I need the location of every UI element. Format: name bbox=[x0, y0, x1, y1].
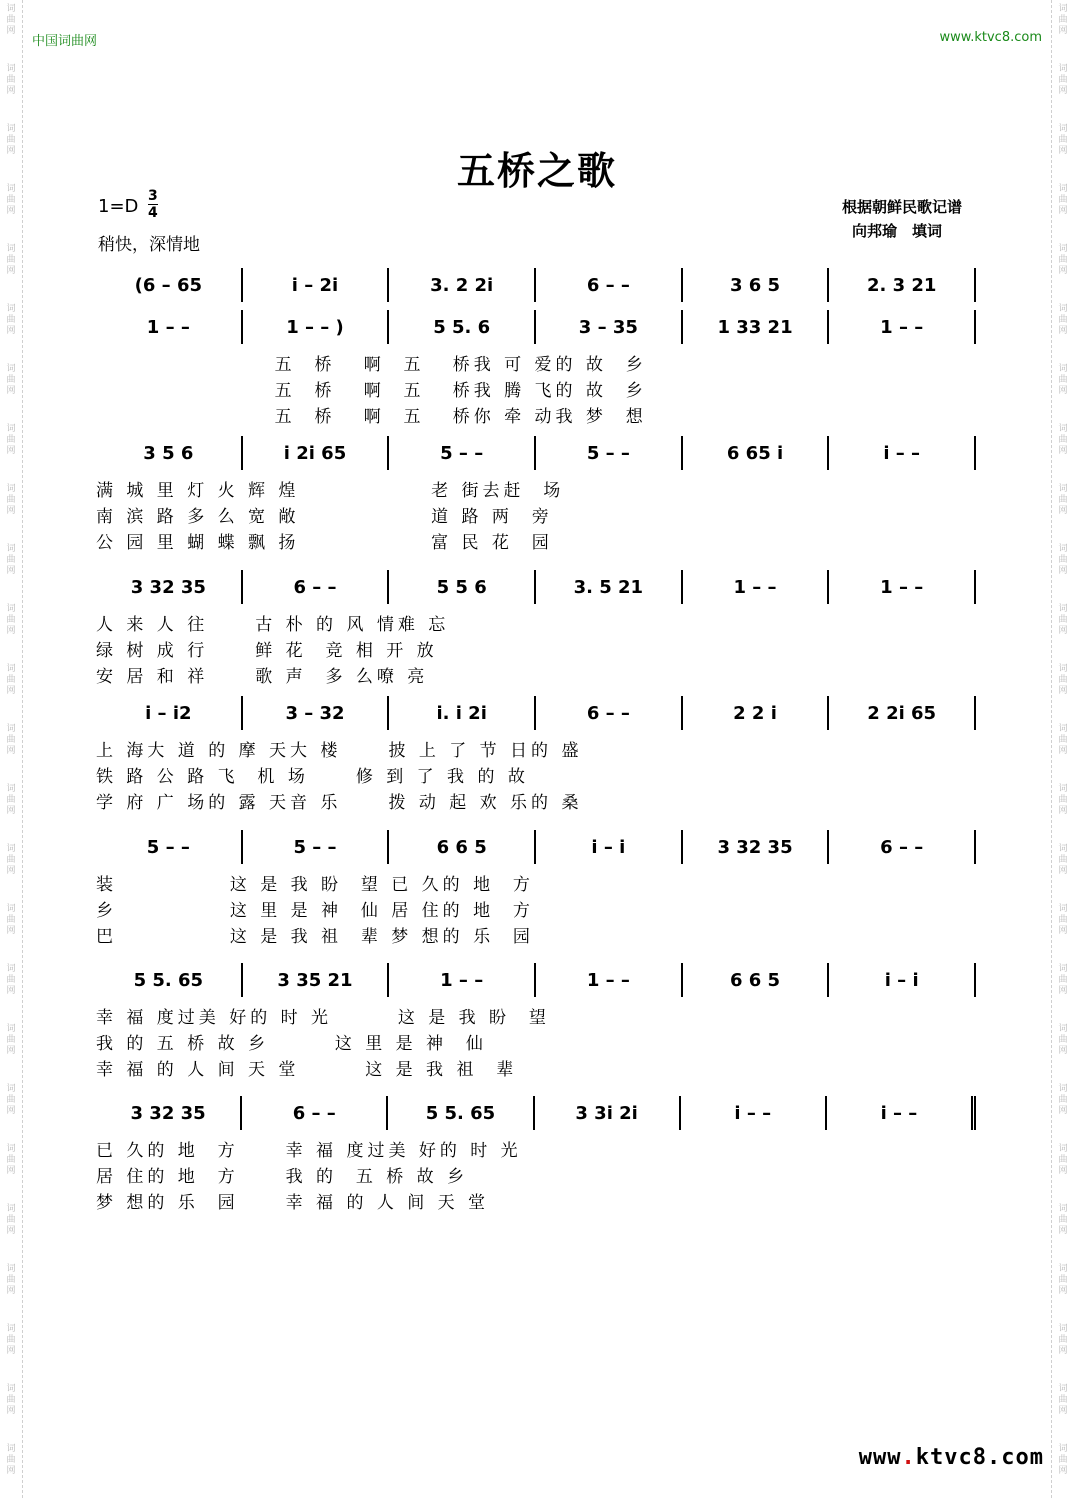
measure: 6 6 5 bbox=[683, 963, 830, 997]
measure: 3. 2 2i bbox=[389, 268, 536, 302]
margin-watermark: 词 曲 网 bbox=[6, 724, 16, 756]
margin-watermark: 词 曲 网 bbox=[1058, 1384, 1068, 1416]
score-system bbox=[96, 830, 976, 948]
margin-watermark: 词 曲 网 bbox=[1058, 1444, 1068, 1476]
margin-watermark: 词 曲 网 bbox=[1058, 424, 1068, 456]
measure: 5 5. 6 bbox=[389, 310, 536, 344]
lyric-line: 我 的 五 桥 故 乡 这 里 是 神 仙 bbox=[96, 1034, 487, 1054]
lyric-line: 公 园 里 蝴 蝶 飘 扬 富 民 花 园 bbox=[96, 533, 553, 553]
left-margin-strip bbox=[0, 0, 23, 1498]
score-system bbox=[96, 963, 976, 1081]
margin-watermark: 词 曲 网 bbox=[6, 1444, 16, 1476]
lyric-line: 南 滨 路 多 么 宽 敞 道 路 两 旁 bbox=[96, 507, 553, 527]
margin-watermark: 词 曲 网 bbox=[6, 1264, 16, 1296]
margin-watermark: 词 曲 网 bbox=[6, 244, 16, 276]
margin-watermark: 词 曲 网 bbox=[1058, 304, 1068, 336]
measure: i – 2i bbox=[243, 268, 390, 302]
measure: 3 3i 2i bbox=[535, 1096, 681, 1130]
measure: 1 – – bbox=[536, 963, 683, 997]
lyric-line: 幸 福 度过美 好的 时 光 这 是 我 盼 望 bbox=[96, 1008, 550, 1028]
lyric-line: 幸 福 的 人 间 天 堂 这 是 我 祖 辈 bbox=[96, 1060, 518, 1080]
score-system bbox=[96, 436, 976, 554]
tempo-marking: 稍快，深情地 bbox=[98, 235, 200, 255]
margin-watermark: 词 曲 网 bbox=[6, 1204, 16, 1236]
measure: 1 – – bbox=[389, 963, 536, 997]
measure: 3 32 35 bbox=[683, 830, 830, 864]
measure: 3 6 5 bbox=[683, 268, 830, 302]
measure: i. i 2i bbox=[389, 696, 536, 730]
site-name-left[interactable]: 中国词曲网 bbox=[32, 34, 98, 49]
margin-watermark: 词 曲 网 bbox=[1058, 964, 1068, 996]
margin-watermark: 词 曲 网 bbox=[1058, 1324, 1068, 1356]
margin-watermark: 词 曲 网 bbox=[1058, 484, 1068, 516]
margin-watermark: 词 曲 网 bbox=[6, 1324, 16, 1356]
margin-watermark: 词 曲 网 bbox=[6, 1024, 16, 1056]
score-system bbox=[96, 268, 976, 302]
measure: 6 65 i bbox=[683, 436, 830, 470]
lyric-line: 绿 树 成 行 鲜 花 竞 相 开 放 bbox=[96, 641, 438, 661]
measure: 5 – – bbox=[536, 436, 683, 470]
margin-watermark: 词 曲 网 bbox=[1058, 664, 1068, 696]
lyric-line: 人 来 人 往 古 朴 的 风 情难 忘 bbox=[96, 615, 450, 635]
measure: i – i bbox=[829, 963, 976, 997]
measure: i – – bbox=[681, 1096, 827, 1130]
lyric-line: 巴 这 是 我 祖 辈 梦 想的 乐 园 bbox=[96, 927, 534, 947]
measure: i – – bbox=[829, 436, 976, 470]
measure: 6 – – bbox=[536, 696, 683, 730]
margin-watermark: 词 曲 网 bbox=[1058, 1144, 1068, 1176]
margin-watermark: 词 曲 网 bbox=[6, 424, 16, 456]
lyric-line: 已 久的 地 方 幸 福 度过美 好的 时 光 bbox=[96, 1141, 522, 1161]
margin-watermark: 词 曲 网 bbox=[1058, 604, 1068, 636]
margin-watermark: 词 曲 网 bbox=[1058, 724, 1068, 756]
measure: i – i bbox=[536, 830, 683, 864]
margin-watermark: 词 曲 网 bbox=[6, 184, 16, 216]
measure: 5 5 6 bbox=[389, 570, 536, 604]
footer-logo bbox=[859, 1445, 1044, 1470]
margin-watermark: 词 曲 网 bbox=[1058, 1264, 1068, 1296]
meter-bottom: 4 bbox=[148, 205, 158, 221]
score-system bbox=[96, 570, 976, 688]
right-margin-strip bbox=[1051, 0, 1074, 1498]
margin-watermark: 词 曲 网 bbox=[6, 4, 16, 36]
margin-watermark: 词 曲 网 bbox=[6, 364, 16, 396]
margin-watermark: 词 曲 网 bbox=[6, 664, 16, 696]
time-signature bbox=[148, 188, 158, 221]
notes-row bbox=[96, 696, 976, 730]
margin-watermark: 词 曲 网 bbox=[1058, 1024, 1068, 1056]
lyric-line: 满 城 里 灯 火 辉 煌 老 街去赶 场 bbox=[96, 481, 565, 501]
score-system bbox=[96, 696, 976, 814]
measure: i – i2 bbox=[96, 696, 243, 730]
notes-row bbox=[96, 963, 976, 997]
notes-row bbox=[96, 830, 976, 864]
notes-row bbox=[96, 1096, 976, 1130]
measure: 6 – – bbox=[829, 830, 976, 864]
score-system bbox=[96, 1096, 976, 1214]
margin-watermark: 词 曲 网 bbox=[1058, 1084, 1068, 1116]
margin-watermark: 词 曲 网 bbox=[1058, 1204, 1068, 1236]
measure: 3 – 35 bbox=[536, 310, 683, 344]
measure: 2 2 i bbox=[683, 696, 830, 730]
measure: 1 – – bbox=[829, 570, 976, 604]
lyric-line: 居 住的 地 方 我 的 五 桥 故 乡 bbox=[96, 1167, 469, 1187]
measure: 3 – 32 bbox=[243, 696, 390, 730]
footer-logo-post: ktvc8.com bbox=[915, 1445, 1044, 1470]
measure: 1 – – ) bbox=[243, 310, 390, 344]
margin-watermark: 词 曲 网 bbox=[1058, 784, 1068, 816]
measure: 5 – – bbox=[389, 436, 536, 470]
margin-watermark: 词 曲 网 bbox=[6, 1384, 16, 1416]
measure: 3 5 6 bbox=[96, 436, 243, 470]
margin-watermark: 词 曲 网 bbox=[6, 484, 16, 516]
key-signature: 1=D bbox=[98, 196, 139, 217]
lyric-line: 铁 路 公 路 飞 机 场 修 到 了 我 的 故 bbox=[96, 767, 529, 787]
measure: 2. 3 21 bbox=[829, 268, 976, 302]
notes-row bbox=[96, 570, 976, 604]
margin-watermark: 词 曲 网 bbox=[6, 124, 16, 156]
margin-watermark: 词 曲 网 bbox=[1058, 124, 1068, 156]
lyric-line: 上 海大 道 的 摩 天大 楼 披 上 了 节 日的 盛 bbox=[96, 741, 583, 761]
measure: 3. 5 21 bbox=[536, 570, 683, 604]
measure: 3 35 21 bbox=[243, 963, 390, 997]
margin-watermark: 词 曲 网 bbox=[6, 964, 16, 996]
margin-watermark: 词 曲 网 bbox=[1058, 904, 1068, 936]
meter-top: 3 bbox=[148, 188, 158, 204]
margin-watermark: 词 曲 网 bbox=[6, 784, 16, 816]
margin-watermark: 词 曲 网 bbox=[6, 64, 16, 96]
measure: 3 32 35 bbox=[96, 570, 243, 604]
measure: 6 6 5 bbox=[389, 830, 536, 864]
measure: 1 – – bbox=[96, 310, 243, 344]
lyric-line: 五 桥 啊 五 桥你 牵 动我 梦 想 bbox=[96, 407, 647, 427]
margin-watermark: 词 曲 网 bbox=[1058, 4, 1068, 36]
margin-watermark: 词 曲 网 bbox=[1058, 64, 1068, 96]
score-system bbox=[96, 310, 976, 428]
measure: 6 – – bbox=[243, 570, 390, 604]
measure: i 2i 65 bbox=[243, 436, 390, 470]
lyric-line: 安 居 和 祥 歌 声 多 么嘹 亮 bbox=[96, 667, 429, 687]
lyric-line: 梦 想的 乐 园 幸 福 的 人 间 天 堂 bbox=[96, 1193, 490, 1213]
margin-watermark: 词 曲 网 bbox=[1058, 844, 1068, 876]
margin-watermark: 词 曲 网 bbox=[6, 1144, 16, 1176]
measure: 5 5. 65 bbox=[96, 963, 243, 997]
measure: 6 – – bbox=[242, 1096, 388, 1130]
margin-watermark: 词 曲 网 bbox=[6, 544, 16, 576]
margin-watermark: 词 曲 网 bbox=[1058, 544, 1068, 576]
measure: 1 33 21 bbox=[683, 310, 830, 344]
margin-watermark: 词 曲 网 bbox=[6, 904, 16, 936]
measure: 5 5. 65 bbox=[388, 1096, 534, 1130]
margin-watermark: 词 曲 网 bbox=[6, 604, 16, 636]
song-title: 五桥之歌 bbox=[456, 148, 617, 193]
measure: 1 – – bbox=[683, 570, 830, 604]
credit-lyricist: 向邦瑜 填词 bbox=[852, 222, 943, 240]
notes-row bbox=[96, 436, 976, 470]
measure: 5 – – bbox=[243, 830, 390, 864]
lyric-line: 学 府 广 场的 露 天音 乐 拨 动 起 欢 乐的 桑 bbox=[96, 793, 583, 813]
margin-watermark: 词 曲 网 bbox=[6, 844, 16, 876]
measure: 3 32 35 bbox=[96, 1096, 242, 1130]
lyric-line: 五 桥 啊 五 桥我 腾 飞的 故 乡 bbox=[96, 381, 647, 401]
measure: 6 – – bbox=[536, 268, 683, 302]
measure: 5 – – bbox=[96, 830, 243, 864]
lyric-line: 五 桥 啊 五 桥我 可 爱的 故 乡 bbox=[96, 355, 647, 375]
notes-row bbox=[96, 268, 976, 302]
footer-logo-pre: www bbox=[858, 1445, 902, 1470]
site-url-right[interactable]: www.ktvc8.com bbox=[939, 30, 1042, 45]
measure: 2 2i 65 bbox=[829, 696, 976, 730]
measure: 1 – – bbox=[829, 310, 976, 344]
notes-row bbox=[96, 310, 976, 344]
margin-watermark: 词 曲 网 bbox=[6, 304, 16, 336]
margin-watermark: 词 曲 网 bbox=[1058, 184, 1068, 216]
lyric-line: 装 这 是 我 盼 望 已 久的 地 方 bbox=[96, 875, 534, 895]
footer-logo-dot: . bbox=[901, 1445, 916, 1470]
margin-watermark: 词 曲 网 bbox=[1058, 364, 1068, 396]
margin-watermark: 词 曲 网 bbox=[6, 1084, 16, 1116]
margin-watermark: 词 曲 网 bbox=[1058, 244, 1068, 276]
measure: i – – bbox=[827, 1096, 976, 1130]
measure: (6 – 65 bbox=[96, 268, 243, 302]
credit-arrangement: 根据朝鲜民歌记谱 bbox=[842, 198, 963, 216]
lyric-line: 乡 这 里 是 神 仙 居 住的 地 方 bbox=[96, 901, 534, 921]
